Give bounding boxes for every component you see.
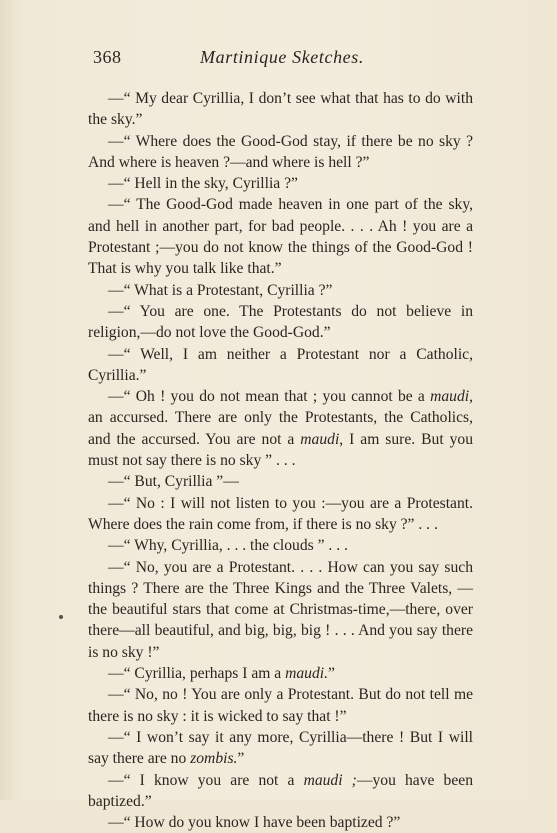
page-number: 368: [93, 47, 122, 67]
dialogue-paragraph: [88, 386, 473, 471]
text-run: —“ Well, I am neither a Protestant nor a Catholic, Cyrillia.”: [88, 345, 473, 384]
dialogue-paragraph: [88, 493, 473, 536]
dialogue-paragraph: [88, 173, 473, 194]
text-run: —“ The Good-God made heaven in one part of the sky, and hell in another part, for bad people. . . . Ah ! you are a Protestant ;—you do not know the things of the Good-God ! That is why you talk like that.”: [88, 196, 473, 278]
dialogue-paragraph: [88, 684, 473, 727]
text-run: —“ But, Cyrillia ”—: [108, 473, 239, 491]
text-run: —“ What is a Protestant, Cyrillia ?”: [108, 281, 333, 299]
text-run: —“ Where does the Good-God stay, if there be no sky ? And where is heaven ?—and where is hell ?”: [88, 132, 473, 171]
dialogue-paragraph: [88, 770, 473, 813]
dialogue-paragraph: [88, 280, 473, 301]
dialogue-paragraph: [88, 535, 473, 556]
text-run: —“ Cyrillia, perhaps I am a: [108, 665, 286, 683]
margin-mark: [59, 615, 63, 619]
text-run: ”: [328, 665, 335, 683]
italic-word: maudi ;: [303, 771, 357, 789]
dialogue-paragraph: [88, 663, 473, 684]
dialogue-paragraph: [88, 301, 473, 344]
text-run: —“ You are one. The Protestants do not believe in religion,—do not love the Good-God.”: [88, 302, 473, 342]
text-run: —“ Oh ! you do not mean that ; you cannot be a: [108, 388, 431, 406]
dialogue-paragraph: [88, 194, 473, 279]
text-run: —“ No, no ! You are only a Protestant. But do not tell me there is no sky : it is wicked to say that !”: [88, 686, 473, 725]
italic-word: maudi.: [285, 665, 328, 683]
italic-word: maudi: [430, 388, 470, 406]
dialogue-paragraph: [88, 557, 473, 663]
text-run: —“ I know you are not a: [108, 771, 304, 789]
running-title: Martinique Sketches.: [200, 47, 364, 67]
text-run: —“ No : I will not listen to you :—you are a Protestant. Where does the rain come from, if there is no sky ?” . . .: [88, 494, 473, 533]
text-run: —“ My dear Cyrillia, I don’t see what that has to do with the sky.”: [88, 90, 473, 129]
text-run: —“ Why, Cyrillia, . . . the clouds ” . . .: [108, 537, 348, 555]
body-text: [88, 88, 473, 833]
italic-word: maudi: [300, 430, 340, 448]
page-header: [93, 47, 471, 71]
italic-word: zombis.: [190, 750, 238, 768]
dialogue-paragraph: [88, 344, 473, 387]
text-run: —“ I won’t say it any more, Cyrillia—there ! But I will say there are no: [88, 728, 473, 768]
dialogue-paragraph: [88, 727, 473, 770]
text-run: —“ How do you know I have been baptized ?”: [108, 814, 401, 832]
dialogue-paragraph: [88, 471, 473, 492]
text-run: ”: [237, 750, 245, 768]
dialogue-paragraph: [88, 88, 473, 131]
dialogue-paragraph: [88, 131, 473, 174]
text-run: , an accursed. There are only the Protestants, the Catholics, and the accursed. You are not a: [88, 388, 473, 448]
text-run: —“ Hell in the sky, Cyrillia ?”: [108, 175, 298, 193]
text-run: , I am sure. But you must not say there is no sky ” . . .: [88, 430, 474, 470]
text-run: —“ No, you are a Protestant. . . . How can you say such things ? There are the Three Kings and the Three Valets, — the beautiful stars that come at Christmas-time,—there, over there—all beautiful, and big, big, big ! . . . And you say there is no sky !”: [88, 558, 473, 661]
dialogue-paragraph: [88, 812, 473, 833]
text-run: —you have been baptized.”: [88, 771, 473, 810]
